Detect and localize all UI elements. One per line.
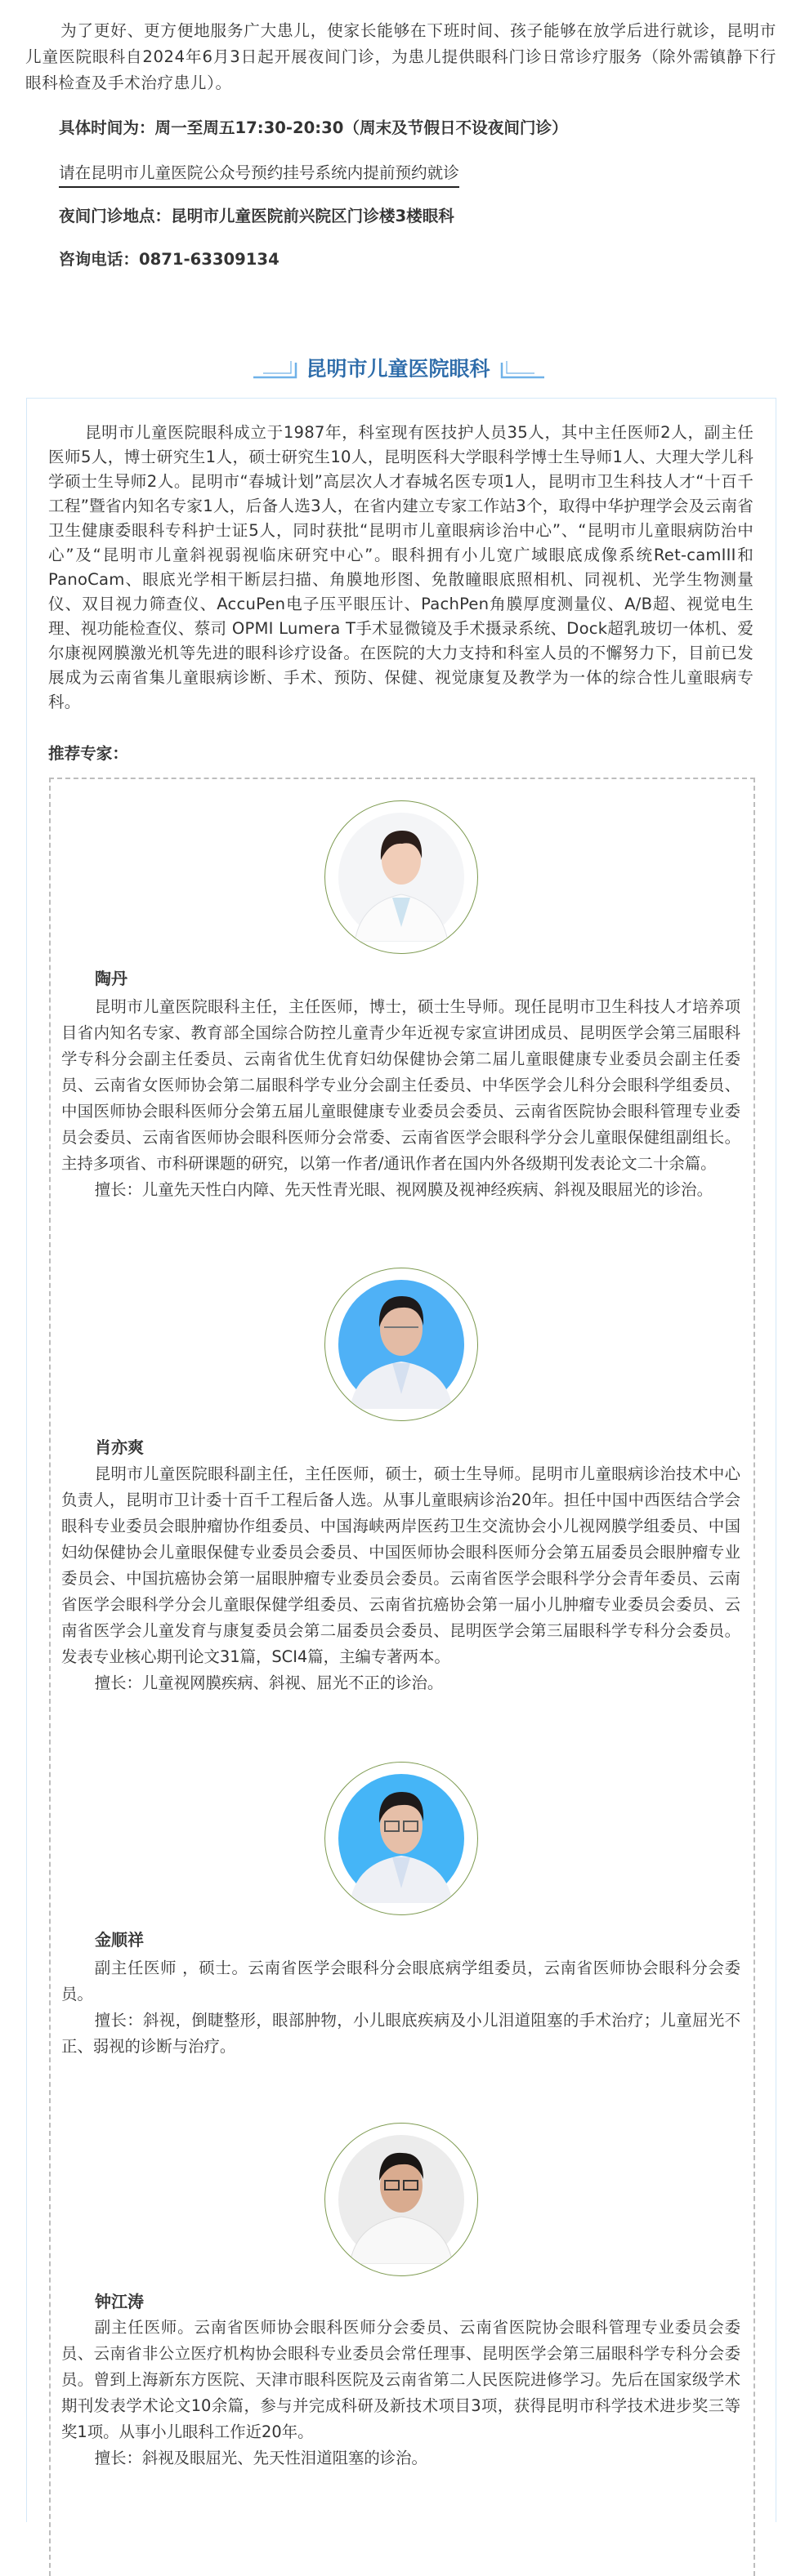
expert-photo: [324, 1762, 478, 1915]
expert-specialty: 擅长：儿童先天性白内障、先天性青光眼、视网膜及视神经疾病、斜视及眼屈光的诊治。: [94, 1180, 713, 1199]
appointment-link[interactable]: 请在昆明市儿童医院公众号预约挂号系统内提前预约就诊: [59, 160, 459, 188]
clinic-phone: 咨询电话：0871-63309134: [59, 250, 279, 269]
clinic-location: 夜间门诊地点：昆明市儿童医院前兴院区门诊楼3楼眼科: [59, 207, 454, 225]
expert-name: 陶丹: [95, 969, 127, 988]
expert-bio-text: 昆明市儿童医院眼科主任，主任医师，博士，硕士生导师。现任昆明市卫生科技人才培养项目省内知名专家、教育部全国综合防控儿童青少年近视专家宣讲团成员、昆明医学会第三届眼科学专科分会副主任委员、云南省优生优育妇幼保健协会第二届儿童眼健康专业委员会副主任委员、云南省女医师协会第二届眼科学专业分会副主任委员、中华医学会儿科分会眼科学组委员、中国医师协会眼科医师分会第五届儿童眼健康专业委员会委员、云南省医院协会眼科管理专业委员会委员、云南省医师协会眼科医师分会常委、云南省医学会眼科学分会儿童眼保健组副组长。主持多项省、市科研课题的研究，以第一作者/通讯作者在国内外各级期刊发表论文二十余篇。: [61, 997, 740, 1173]
expert-specialty: 擅长：斜视及眼屈光、先天性泪道阻塞的诊治。: [94, 2449, 427, 2467]
expert-name: 肖亦爽: [95, 1437, 144, 1457]
recommended-experts-label: 推荐专家：: [48, 744, 128, 763]
expert-bio-text: 副主任医师。云南省医师协会眼科医师分会委员、云南省医院协会眼科管理专业委员会委员、云南省非公立医疗机构协会眼科专业委员会常任理事、昆明医学会第三届眼科学专科分会委员。曾到上海新东方医院、天津市眼科医院及云南省第二人民医院进修学习。先后在国家级学术期刊发表学术论文10余篇，参与并完成科研及新技术项目3项，获得昆明市科学技术进步奖三等奖1项。从事小儿眼科工作近20年。: [61, 2318, 740, 2441]
expert-photo: [324, 1268, 478, 1421]
night-clinic-intro: 为了更好、更方便地服务广大患儿，使家长能够在下班时间、孩子能够在放学后进行就诊，昆明市儿童医院眼科自2024年6月3日起开展夜间门诊，为患儿提供眼科门诊日常诊疗服务（除外需镇静下行眼科检查及手术治疗患儿）。: [25, 21, 776, 92]
title-decoration-right-icon: [499, 356, 544, 381]
expert-bio: [61, 2315, 740, 2471]
expert-name: 钟江涛: [95, 2292, 144, 2311]
expert-photo: [324, 800, 478, 954]
clinic-schedule: 具体时间为：周一至周五17:30-20:30（周末及节假日不设夜间门诊）: [59, 118, 568, 137]
expert-specialty: 擅长：斜视，倒睫整形，眼部肿物，小儿眼底疾病及小儿泪道阻塞的手术治疗；儿童屈光不正、弱视的诊断与治疗。: [61, 2011, 740, 2056]
expert-bio-text: 副主任医师 ，硕士。云南省医学会眼科分会眼底病学组委员，云南省医师协会眼科分会委员。: [61, 1959, 740, 2003]
expert-specialty: 擅长：儿童视网膜疾病、斜视、屈光不正的诊治。: [94, 1674, 444, 1692]
department-intro: 昆明市儿童医院眼科成立于1987年，科室现有医技护人员35人，其中主任医师2人，副主任医师5人，博士研究生1人，硕士研究生10人，昆明医科大学眼科学博士生导师1人、大理大学儿科学硕士生导师2人。昆明市“春城计划”高层次人才春城名医专项1人，昆明市卫生科技人才“十百千工程”暨省内知名专家1人，后备人选3人，在省内建立专家工作站3个，取得中华护理学会及云南省卫生健康委眼科专科护士证5人，同时获批“昆明市儿童眼病诊治中心”、“昆明市儿童眼病防治中心”及“昆明市儿童斜视弱视临床研究中心”。眼科拥有小儿宽广域眼底成像系统Ret-camIII和PanoCam、眼底光学相干断层扫描、角膜地形图、免散瞳眼底照相机、同视机、光学生物测量仪、双目视力筛查仪、AccuPen电子压平眼压计、PachPen角膜厚度测量仪、A/B超、视觉电生理、视功能检查仪、蔡司 OPMI Lumera T手术显微镜及手术摄录系统、Dock超乳玻切一体机、爱尔康视网膜激光机等先进的眼科诊疗设备。在医院的大力支持和科室人员的不懈努力下，目前已发展成为云南省集儿童眼病诊断、手术、预防、保健、视觉康复及教学为一体的综合性儿童眼病专科。: [48, 423, 754, 711]
expert-bio: [61, 1955, 740, 2060]
expert-photo: [324, 2123, 478, 2276]
expert-bio: [61, 994, 740, 1203]
section-title: 昆明市儿童医院眼科: [306, 357, 490, 381]
expert-bio: [61, 1461, 740, 1696]
expert-name: 金顺祥: [95, 1930, 144, 1950]
expert-bio-text: 昆明市儿童医院眼科副主任，主任医师，硕士，硕士生导师。昆明市儿童眼病诊治技术中心负责人，昆明市卫计委十百千工程后备人选。从事儿童眼病诊治20年。担任中国中西医结合学会眼科专业委员会眼肿瘤协作组委员、中国海峡两岸医药卫生交流协会小儿视网膜学组委员、中国妇幼保健协会儿童眼保健专业委员会委员、中国医师协会眼科医师分会第五届委员会眼肿瘤专业委员会、中国抗癌协会第一届眼肿瘤专业委员会委员。云南省医学会眼科学分会青年委员、云南省医学会眼科学分会儿童眼保健学组委员、云南省抗癌协会第一届小儿肿瘤专业委员会委员、云南省医学会儿童发育与康复委员会第二届委员会委员、昆明医学会第三届眼科学专科分会委员。发表专业核心期刊论文31篇，SCI4篇，主编专著两本。: [61, 1464, 740, 1666]
